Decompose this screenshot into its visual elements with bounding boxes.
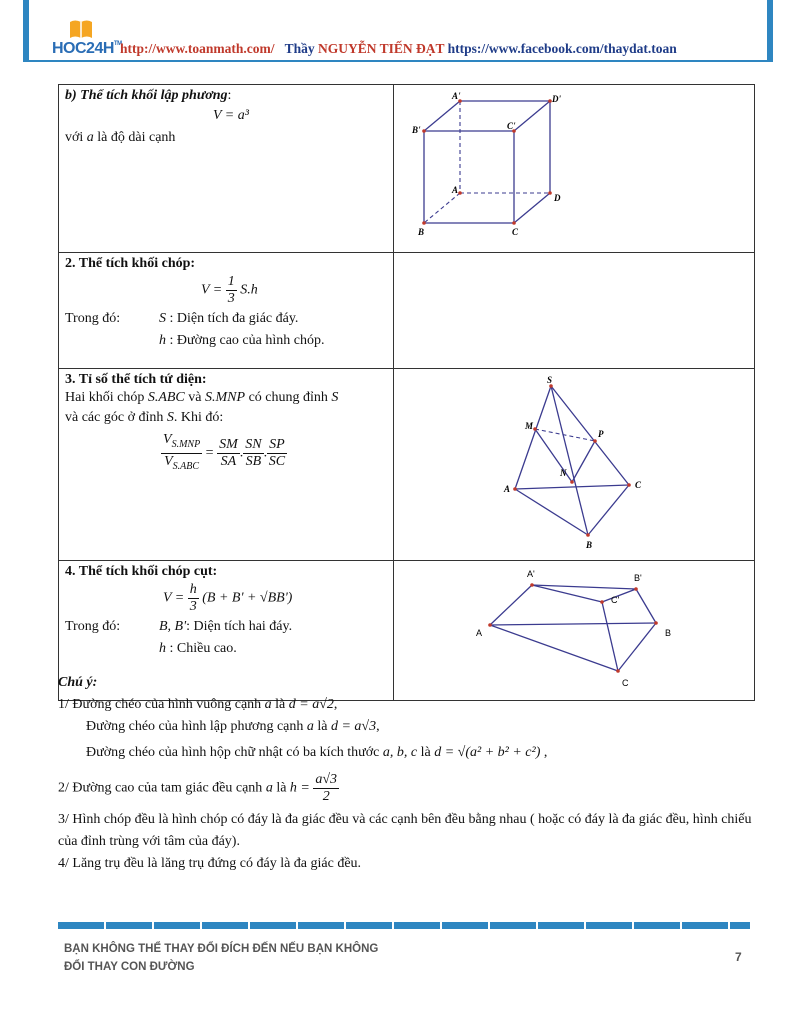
- label-C1: C': [507, 121, 516, 131]
- ratio-figure-cell: [394, 369, 755, 561]
- label-A: A: [504, 484, 511, 494]
- pyramid-formula: V = $\frac{1}{3}$ S.h: [201, 274, 258, 306]
- pyramid-title: 2. Thể tích khối chóp:: [65, 256, 196, 271]
- label-A1: A': [527, 569, 535, 579]
- pyramid-cell: [59, 253, 394, 369]
- facebook-link[interactable]: https://www.facebook.com/thaydat.toan: [447, 41, 677, 56]
- pyramid-figure-cell: [394, 253, 755, 369]
- label-S: S: [547, 375, 553, 385]
- label-C: C: [622, 678, 629, 688]
- footer-slogan: BẠN KHÔNG THỂ THAY ĐỔI ĐÍCH ĐẾN NẾU BẠN KHÔNG ĐỔI THAY CON ĐƯỜNG: [64, 943, 379, 973]
- header-side-bar-right: [767, 0, 773, 62]
- note-1b: Đường chéo của hình lập phương cạnh a là d = a√3,: [86, 719, 380, 734]
- table-row: [59, 369, 755, 561]
- label-B: B: [665, 628, 672, 638]
- label-D1: D': [552, 94, 561, 104]
- label-B1: B': [412, 125, 421, 135]
- cube-formula: V = a³: [213, 108, 249, 123]
- label-A: A: [452, 185, 459, 195]
- header-links: [120, 41, 677, 57]
- ratio-text-2: và các góc ở đỉnh S. Khi đó:: [65, 410, 224, 425]
- table-row: [59, 253, 755, 369]
- book-icon: [68, 18, 94, 40]
- label-N: N: [560, 468, 567, 478]
- note-4: 4/ Lăng trụ đều là lăng trụ đứng có đáy là đa giác đều.: [58, 856, 362, 871]
- hoc24h-logo: [52, 18, 120, 62]
- ratio-title: 3. Tỉ số thể tích tứ diện:: [65, 372, 207, 387]
- ratio-formula: $\frac{V_{S.MNP}}{V_{S.ABC}}$ = $\frac{SM}{SA}$ . $\frac{SN}{SB}$ . $\frac{SP}{SC}$: [163, 432, 286, 472]
- notes-section: [58, 672, 758, 875]
- notes-title: Chú ý:: [58, 675, 98, 690]
- ratio-cell: [59, 369, 394, 561]
- table-row: [59, 85, 755, 253]
- pyramid-where-s: Trong đó: S : Diện tích đa giác đáy.: [65, 311, 299, 326]
- cube-desc: với a là độ dài cạnh: [65, 130, 176, 145]
- label-P: P: [598, 429, 604, 439]
- label-A1: A': [452, 91, 461, 101]
- cube-cell: [59, 85, 394, 253]
- label-M: M: [525, 421, 534, 431]
- label-D: D: [554, 193, 561, 203]
- ratio-text-1: Hai khối chóp S.ABC và S.MNP có chung đỉnh S: [65, 390, 339, 405]
- note-1c: Đường chéo của hình hộp chữ nhật có ba kích thước a, b, c là d = √(a² + b² + c²) ,: [86, 745, 548, 760]
- footer-bar: [58, 922, 750, 929]
- label-B: B: [586, 540, 593, 550]
- note-2: 2/ Đường cao của tam giác đều cạnh a là h = $\frac{a√3}{2}$: [58, 772, 338, 804]
- cube-figure: [400, 87, 748, 245]
- toanmath-link[interactable]: http://www.toanmath.com/: [120, 41, 275, 56]
- header-side-bar-left: [23, 0, 29, 62]
- label-A: A: [476, 628, 483, 638]
- label-B: B: [418, 227, 425, 237]
- frustum-where-h: h : Chiều cao.: [159, 641, 237, 656]
- teacher-prefix: Thầy: [284, 41, 315, 56]
- cube-title: b) Thể tích khối lập phương:: [65, 88, 232, 103]
- note-1: 1/ Đường chéo của hình vuông cạnh a là d = a√2,: [58, 697, 338, 712]
- logo-wordmark: HOC24H™: [52, 40, 122, 57]
- frustum-title: 4. Thể tích khối chóp cụt:: [65, 564, 218, 579]
- label-C: C: [635, 480, 642, 490]
- formula-table: [58, 84, 755, 701]
- frustum-formula: V = $\frac{h}{3}$ (B + B' + √BB'): [163, 582, 293, 614]
- header-rule: [23, 60, 773, 62]
- label-C1: C': [611, 595, 620, 605]
- note-3: 3/ Hình chóp đều là hình chóp có đáy là đa giác đều và các cạnh bên đều bằng nhau ( hoặc có đáy là đa giác đều, hình chiếu của đỉnh trùng với tâm của đáy).: [58, 812, 752, 849]
- cube-figure-cell: [394, 85, 755, 253]
- label-C: C: [512, 227, 519, 237]
- page-number: 7: [735, 950, 742, 964]
- tetrahedron-figure: [400, 371, 748, 553]
- frustum-where-b: Trong đó: B, B': Diện tích hai đáy.: [65, 619, 293, 634]
- label-B1: B': [634, 573, 642, 583]
- teacher-name: NGUYỄN TIẾN ĐẠT: [318, 41, 445, 56]
- pyramid-where-h: h : Đường cao của hình chóp.: [159, 333, 325, 348]
